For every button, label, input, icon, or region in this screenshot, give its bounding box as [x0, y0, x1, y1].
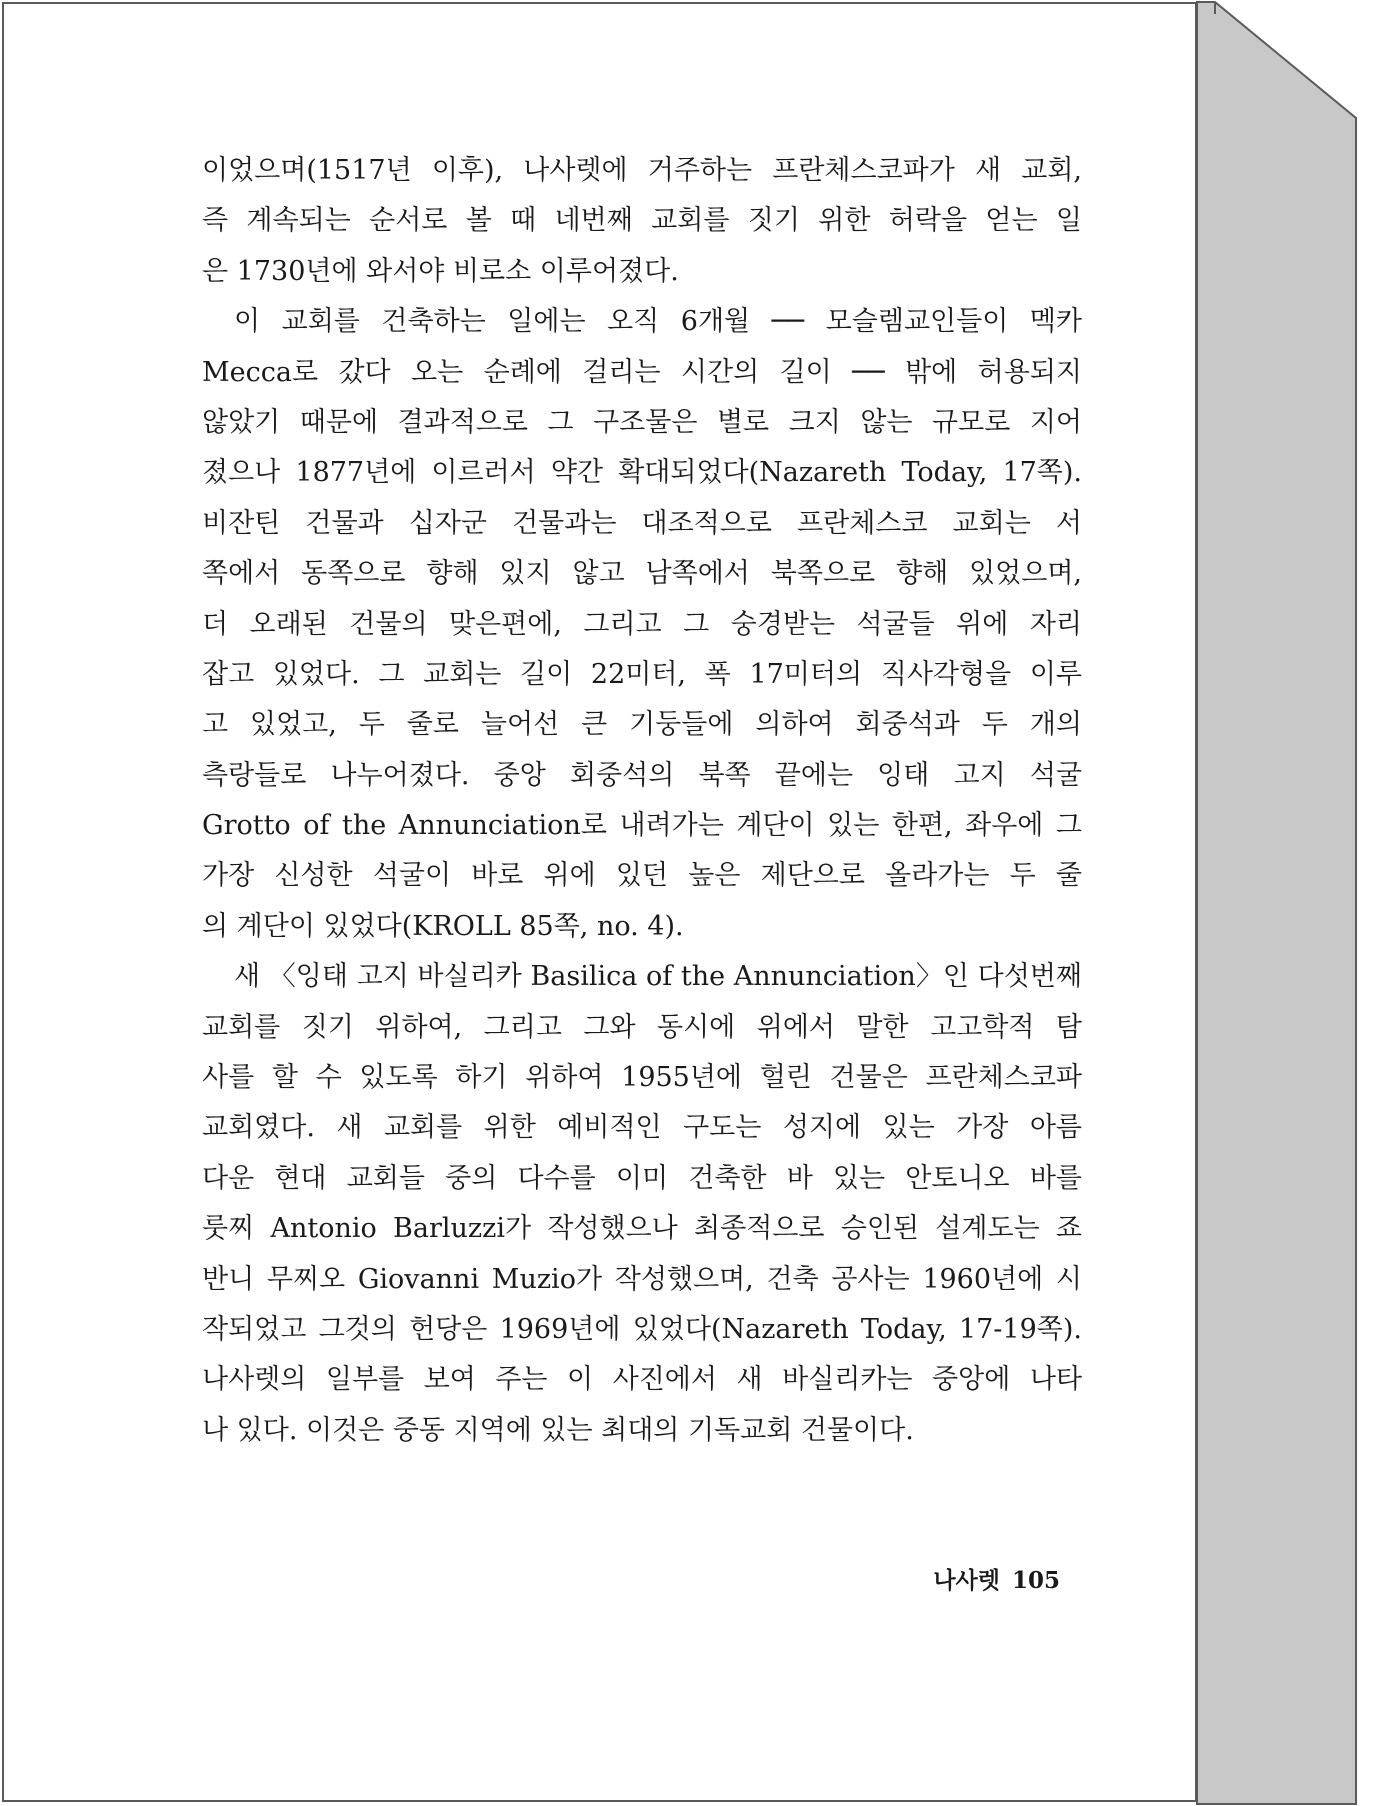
text-line: Grotto of the Annunciation로 내려가는 계단이 있는 한편, 좌우에 그: [202, 810, 1082, 842]
text-line: 반니 무찌오 Giovanni Muzio가 작성했으며, 건축 공사는 1960년에 시: [202, 1263, 1082, 1295]
text-line: 쪽에서 동쪽으로 향해 있지 않고 남쪽에서 북쪽으로 향해 있었으며,: [202, 558, 1082, 590]
text-line: 즉 계속되는 순서로 볼 때 네번째 교회를 짓기 위한 허락을 얻는 일: [202, 205, 1082, 237]
text-line: 교회를 짓기 위하여, 그리고 그와 동시에 위에서 말한 고고학적 탐: [202, 1011, 1082, 1043]
text-line: 가장 신성한 석굴이 바로 위에 있던 높은 제단으로 올라가는 두 줄: [202, 860, 1082, 892]
text-line: 나사렛의 일부를 보여 주는 이 사진에서 새 바실리카는 중앙에 나타: [202, 1364, 1082, 1396]
text-line: 않았기 때문에 결과적으로 그 구조물은 별로 크지 않는 규모로 지어: [202, 406, 1082, 438]
text-line: 더 오래된 건물의 맞은편에, 그리고 그 숭경받는 석굴들 위에 자리: [202, 608, 1082, 640]
page-footer: [930, 1562, 1060, 1595]
text-line: 다운 현대 교회들 중의 다수를 이미 건축한 바 있는 안토니오 바를: [202, 1162, 1082, 1194]
text-line: 새 〈잉태 고지 바실리카 Basilica of the Annunciation〉인 다섯번째: [234, 961, 1082, 993]
text-line: 졌으나 1877년에 이르러서 약간 확대되었다(Nazareth Today, 17쪽).: [202, 457, 1082, 489]
text-line: 사를 할 수 있도록 하기 위하여 1955년에 헐린 건물은 프란체스코파: [202, 1062, 1082, 1094]
text-line: 나 있다. 이것은 중동 지역에 있는 최대의 기독교회 건물이다.: [202, 1414, 914, 1446]
text-line: 이었으며(1517년 이후), 나사렛에 거주하는 프란체스코파가 새 교회,: [202, 155, 1082, 186]
text-line: 교회였다. 새 교회를 위한 예비적인 구도는 성지에 있는 가장 아름: [202, 1112, 1082, 1144]
text-line: 의 계단이 있었다(KROLL 85쪽, no. 4).: [202, 910, 684, 942]
text-line: 은 1730년에 와서야 비로소 이루어졌다.: [202, 255, 679, 287]
body-text: [202, 146, 1082, 1456]
text-line: 룻찌 Antonio Barluzzi가 작성했으나 최종적으로 승인된 설계도는 죠: [202, 1213, 1082, 1245]
text-line: Mecca로 갔다 오는 순례에 걸리는 시간의 길이 ── 밖에 허용되지: [202, 356, 1082, 388]
text-line: 측랑들로 나누어졌다. 중앙 회중석의 북쪽 끝에는 잉태 고지 석굴: [202, 759, 1082, 791]
text-line: 이 교회를 건축하는 일에는 오직 6개월 ── 모슬렘교인들이 멕카: [234, 306, 1082, 338]
text-line: 비잔틴 건물과 십자군 건물과는 대조적으로 프란체스코 교회는 서: [202, 507, 1082, 539]
text-line: 고 있었고, 두 줄로 늘어선 큰 기둥들에 의하여 회중석과 두 개의: [202, 709, 1082, 741]
text-line: 잡고 있었다. 그 교회는 길이 22미터, 폭 17미터의 직사각형을 이루: [202, 658, 1082, 690]
text-line: 작되었고 그것의 헌당은 1969년에 있었다(Nazareth Today, 17-19쪽).: [202, 1313, 1082, 1345]
page-number: 105: [1011, 1567, 1060, 1594]
running-head: 나사렛: [933, 1567, 1000, 1594]
